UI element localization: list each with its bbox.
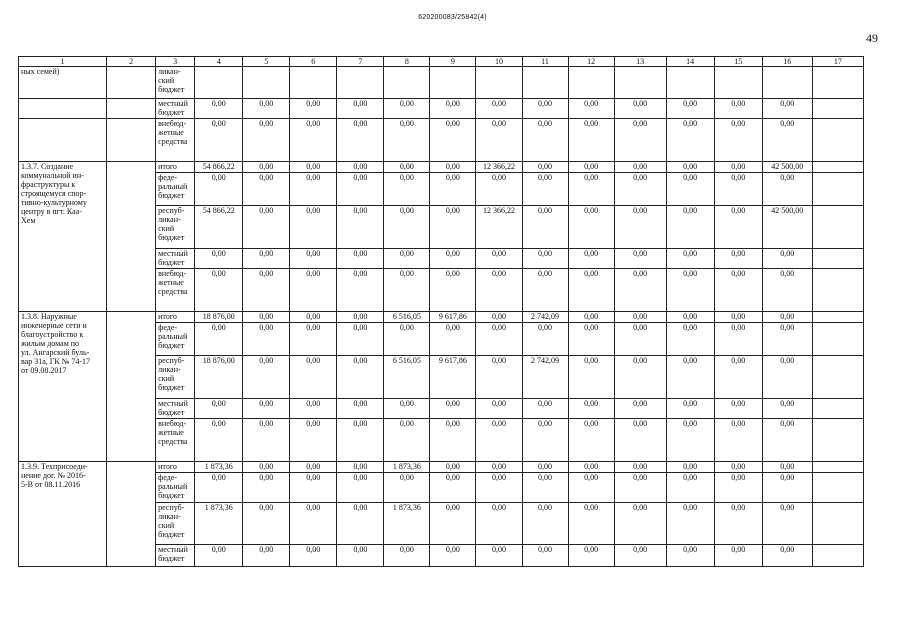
value-cell <box>430 67 476 99</box>
column-17-cell <box>812 269 863 312</box>
value-cell: 6 516,05 <box>384 312 430 323</box>
value-cell: 0,00 <box>430 173 476 206</box>
funding-source-cell: местный бюджет <box>156 545 195 567</box>
value-cell: 0,00 <box>568 162 614 173</box>
value-cell: 1 873,36 <box>195 462 243 473</box>
column-17-cell <box>812 312 863 323</box>
value-cell: 0,00 <box>614 473 666 503</box>
value-cell: 0,00 <box>337 323 384 356</box>
item-name-cell: 1.3.8. Наружные инженерные сети и благоустройство к жилым домам по ул. Ангарский буль- вар 31а, ГК № 74-17 от 09.08.2017 <box>19 312 107 462</box>
column-header: 2 <box>107 57 156 67</box>
value-cell: 0,00 <box>614 323 666 356</box>
value-cell: 0,00 <box>430 162 476 173</box>
column-header: 8 <box>384 57 430 67</box>
table-row <box>19 67 864 99</box>
value-cell: 0,00 <box>195 419 243 462</box>
value-cell: 0,00 <box>243 503 290 545</box>
value-cell: 0,00 <box>384 249 430 269</box>
value-cell: 0,00 <box>522 249 568 269</box>
value-cell: 0,00 <box>666 545 714 567</box>
value-cell: 0,00 <box>337 312 384 323</box>
value-cell: 0,00 <box>714 99 762 119</box>
value-cell: 0,00 <box>568 545 614 567</box>
value-cell: 0,00 <box>522 162 568 173</box>
value-cell: 0,00 <box>430 249 476 269</box>
value-cell: 0,00 <box>290 419 337 462</box>
value-cell: 42 500,00 <box>762 206 812 249</box>
funding-source-cell: респуб- ликан- ский бюджет <box>156 356 195 399</box>
value-cell: 0,00 <box>195 473 243 503</box>
value-cell: 6 516,05 <box>384 356 430 399</box>
value-cell: 2 742,09 <box>522 312 568 323</box>
value-cell: 0,00 <box>614 356 666 399</box>
value-cell: 0,00 <box>614 503 666 545</box>
value-cell: 0,00 <box>384 162 430 173</box>
value-cell: 0,00 <box>243 419 290 462</box>
value-cell: 0,00 <box>714 399 762 419</box>
value-cell: 0,00 <box>476 462 522 473</box>
value-cell: 0,00 <box>290 173 337 206</box>
value-cell: 0,00 <box>243 269 290 312</box>
value-cell: 0,00 <box>337 503 384 545</box>
column-17-cell <box>812 206 863 249</box>
funding-source-cell: местный бюджет <box>156 99 195 119</box>
value-cell: 0,00 <box>290 249 337 269</box>
value-cell: 0,00 <box>714 312 762 323</box>
value-cell <box>337 67 384 99</box>
value-cell <box>614 67 666 99</box>
value-cell: 0,00 <box>614 545 666 567</box>
value-cell: 0,00 <box>666 462 714 473</box>
column-header: 1 <box>19 57 107 67</box>
column-17-cell <box>812 462 863 473</box>
value-cell: 0,00 <box>568 462 614 473</box>
value-cell: 0,00 <box>762 99 812 119</box>
column-17-cell <box>812 545 863 567</box>
value-cell: 0,00 <box>568 473 614 503</box>
column-header: 3 <box>156 57 195 67</box>
value-cell: 0,00 <box>337 173 384 206</box>
budget-table <box>18 56 864 567</box>
value-cell <box>762 67 812 99</box>
value-cell: 54 866,22 <box>195 162 243 173</box>
funding-source-cell: местный бюджет <box>156 399 195 419</box>
value-cell: 0,00 <box>714 173 762 206</box>
value-cell: 0,00 <box>384 173 430 206</box>
value-cell: 0,00 <box>290 356 337 399</box>
column-2-cell <box>107 119 156 162</box>
value-cell: 0,00 <box>337 545 384 567</box>
value-cell: 0,00 <box>430 269 476 312</box>
item-name-cell: ных семей) <box>19 67 107 99</box>
value-cell: 42 500,00 <box>762 162 812 173</box>
funding-source-cell: итого <box>156 312 195 323</box>
column-17-cell <box>812 419 863 462</box>
column-header: 16 <box>762 57 812 67</box>
value-cell: 0,00 <box>195 545 243 567</box>
value-cell: 0,00 <box>568 173 614 206</box>
value-cell <box>476 67 522 99</box>
value-cell: 0,00 <box>568 206 614 249</box>
column-17-cell <box>812 99 863 119</box>
value-cell: 0,00 <box>195 173 243 206</box>
value-cell: 0,00 <box>290 323 337 356</box>
value-cell: 0,00 <box>522 462 568 473</box>
value-cell: 0,00 <box>762 473 812 503</box>
column-17-cell <box>812 503 863 545</box>
column-2-cell <box>107 67 156 99</box>
value-cell: 0,00 <box>568 323 614 356</box>
value-cell: 0,00 <box>430 503 476 545</box>
value-cell: 0,00 <box>666 173 714 206</box>
funding-source-cell: респуб- ликан- ский бюджет <box>156 503 195 545</box>
column-17-cell <box>812 399 863 419</box>
value-cell: 2 742,09 <box>522 356 568 399</box>
value-cell: 0,00 <box>522 173 568 206</box>
value-cell: 0,00 <box>714 162 762 173</box>
funding-source-cell: внебюд- жетные средства <box>156 269 195 312</box>
value-cell: 0,00 <box>243 206 290 249</box>
value-cell: 18 876,00 <box>195 356 243 399</box>
value-cell: 0,00 <box>762 249 812 269</box>
value-cell: 0,00 <box>430 99 476 119</box>
value-cell: 0,00 <box>384 399 430 419</box>
value-cell: 0,00 <box>243 162 290 173</box>
document-number: 620200083/25842(4) <box>418 14 487 21</box>
value-cell: 0,00 <box>568 503 614 545</box>
column-header: 17 <box>812 57 863 67</box>
value-cell: 0,00 <box>522 119 568 162</box>
value-cell: 0,00 <box>522 323 568 356</box>
value-cell: 0,00 <box>384 119 430 162</box>
funding-source-cell: феде- ральный бюджет <box>156 173 195 206</box>
value-cell <box>714 67 762 99</box>
value-cell: 0,00 <box>337 419 384 462</box>
value-cell: 0,00 <box>243 249 290 269</box>
value-cell: 0,00 <box>243 473 290 503</box>
funding-source-cell: итого <box>156 462 195 473</box>
funding-source-cell: респуб- ликан- ский бюджет <box>156 206 195 249</box>
value-cell: 0,00 <box>290 162 337 173</box>
value-cell: 0,00 <box>195 323 243 356</box>
value-cell: 0,00 <box>714 249 762 269</box>
column-2-cell <box>107 162 156 312</box>
value-cell: 0,00 <box>762 545 812 567</box>
value-cell: 18 876,00 <box>195 312 243 323</box>
funding-source-cell: феде- ральный бюджет <box>156 323 195 356</box>
value-cell: 0,00 <box>430 419 476 462</box>
value-cell: 0,00 <box>666 119 714 162</box>
value-cell: 0,00 <box>476 249 522 269</box>
value-cell: 0,00 <box>384 99 430 119</box>
value-cell: 0,00 <box>568 269 614 312</box>
value-cell: 0,00 <box>476 312 522 323</box>
value-cell: 0,00 <box>762 399 812 419</box>
value-cell: 0,00 <box>666 356 714 399</box>
value-cell: 54 866,22 <box>195 206 243 249</box>
column-17-cell <box>812 249 863 269</box>
value-cell: 0,00 <box>666 206 714 249</box>
column-2-cell <box>107 462 156 567</box>
value-cell: 0,00 <box>243 173 290 206</box>
value-cell: 0,00 <box>762 419 812 462</box>
value-cell: 0,00 <box>714 119 762 162</box>
value-cell: 0,00 <box>476 173 522 206</box>
value-cell: 0,00 <box>195 119 243 162</box>
funding-source-cell: феде- ральный бюджет <box>156 473 195 503</box>
value-cell: 0,00 <box>476 323 522 356</box>
column-17-cell <box>812 67 863 99</box>
value-cell: 0,00 <box>666 399 714 419</box>
funding-source-cell: итого <box>156 162 195 173</box>
funding-source-cell: внебюд- жетные средства <box>156 419 195 462</box>
value-cell: 0,00 <box>614 312 666 323</box>
value-cell: 0,00 <box>290 119 337 162</box>
value-cell: 0,00 <box>430 323 476 356</box>
value-cell: 0,00 <box>714 503 762 545</box>
column-2-cell <box>107 99 156 119</box>
value-cell: 0,00 <box>476 473 522 503</box>
value-cell: 0,00 <box>337 249 384 269</box>
table-row <box>19 99 864 119</box>
column-17-cell <box>812 323 863 356</box>
value-cell <box>243 67 290 99</box>
value-cell: 0,00 <box>666 162 714 173</box>
value-cell: 0,00 <box>568 249 614 269</box>
value-cell: 0,00 <box>762 462 812 473</box>
value-cell: 0,00 <box>430 119 476 162</box>
column-17-cell <box>812 119 863 162</box>
value-cell: 0,00 <box>243 312 290 323</box>
value-cell: 0,00 <box>430 206 476 249</box>
value-cell: 0,00 <box>568 119 614 162</box>
value-cell: 0,00 <box>337 473 384 503</box>
funding-source-cell: внебюд- жетные средства <box>156 119 195 162</box>
column-17-cell <box>812 473 863 503</box>
value-cell: 0,00 <box>476 119 522 162</box>
value-cell: 0,00 <box>384 545 430 567</box>
value-cell: 0,00 <box>714 419 762 462</box>
item-name-cell <box>19 99 107 119</box>
value-cell: 0,00 <box>762 119 812 162</box>
value-cell: 0,00 <box>337 462 384 473</box>
value-cell: 0,00 <box>614 173 666 206</box>
value-cell: 0,00 <box>290 99 337 119</box>
value-cell: 0,00 <box>762 312 812 323</box>
column-header: 9 <box>430 57 476 67</box>
value-cell: 0,00 <box>337 206 384 249</box>
value-cell: 0,00 <box>384 269 430 312</box>
funding-source-cell: ликан- ский бюджет <box>156 67 195 99</box>
value-cell: 0,00 <box>337 119 384 162</box>
value-cell <box>384 67 430 99</box>
value-cell: 0,00 <box>762 173 812 206</box>
value-cell <box>568 67 614 99</box>
value-cell: 0,00 <box>666 99 714 119</box>
value-cell: 0,00 <box>195 249 243 269</box>
value-cell: 0,00 <box>666 473 714 503</box>
value-cell: 0,00 <box>714 473 762 503</box>
item-name-cell: 1.3.9. Техприсоеди- нение дог. № 2016- 5-В от 08.11.2016 <box>19 462 107 567</box>
value-cell: 0,00 <box>243 99 290 119</box>
column-header: 12 <box>568 57 614 67</box>
value-cell: 0,00 <box>614 249 666 269</box>
page-number: 49 <box>866 31 878 45</box>
value-cell: 0,00 <box>614 269 666 312</box>
value-cell: 0,00 <box>614 206 666 249</box>
value-cell: 0,00 <box>666 249 714 269</box>
value-cell: 0,00 <box>522 99 568 119</box>
value-cell: 0,00 <box>666 419 714 462</box>
value-cell <box>522 67 568 99</box>
value-cell: 1 873,36 <box>384 462 430 473</box>
value-cell: 0,00 <box>666 312 714 323</box>
value-cell: 0,00 <box>714 323 762 356</box>
value-cell: 0,00 <box>290 545 337 567</box>
value-cell <box>290 67 337 99</box>
value-cell: 0,00 <box>290 399 337 419</box>
value-cell: 0,00 <box>430 545 476 567</box>
column-17-cell <box>812 356 863 399</box>
value-cell: 0,00 <box>290 462 337 473</box>
value-cell: 12 366,22 <box>476 206 522 249</box>
value-cell: 0,00 <box>290 503 337 545</box>
value-cell: 0,00 <box>522 503 568 545</box>
funding-source-cell: местный бюджет <box>156 249 195 269</box>
value-cell: 0,00 <box>243 462 290 473</box>
value-cell: 0,00 <box>430 399 476 419</box>
value-cell: 0,00 <box>337 99 384 119</box>
value-cell: 0,00 <box>714 269 762 312</box>
value-cell: 0,00 <box>522 206 568 249</box>
value-cell: 0,00 <box>476 419 522 462</box>
value-cell: 1 873,36 <box>195 503 243 545</box>
value-cell: 0,00 <box>614 99 666 119</box>
value-cell: 0,00 <box>195 99 243 119</box>
column-17-cell <box>812 162 863 173</box>
value-cell: 0,00 <box>243 545 290 567</box>
value-cell: 0,00 <box>762 503 812 545</box>
value-cell: 0,00 <box>762 323 812 356</box>
column-2-cell <box>107 312 156 462</box>
value-cell: 0,00 <box>614 162 666 173</box>
column-header: 14 <box>666 57 714 67</box>
value-cell: 0,00 <box>290 312 337 323</box>
value-cell: 0,00 <box>522 399 568 419</box>
value-cell: 0,00 <box>568 399 614 419</box>
value-cell: 0,00 <box>430 462 476 473</box>
value-cell: 0,00 <box>476 545 522 567</box>
table-row <box>19 462 864 473</box>
value-cell: 0,00 <box>568 99 614 119</box>
value-cell: 0,00 <box>384 473 430 503</box>
table-body <box>19 57 864 567</box>
value-cell: 0,00 <box>476 269 522 312</box>
value-cell: 0,00 <box>476 503 522 545</box>
value-cell: 0,00 <box>476 399 522 419</box>
item-name-cell <box>19 119 107 162</box>
value-cell: 0,00 <box>243 399 290 419</box>
value-cell: 0,00 <box>568 312 614 323</box>
column-header: 7 <box>337 57 384 67</box>
value-cell: 0,00 <box>476 99 522 119</box>
value-cell: 0,00 <box>384 323 430 356</box>
column-header: 13 <box>614 57 666 67</box>
value-cell: 0,00 <box>337 399 384 419</box>
value-cell: 0,00 <box>522 269 568 312</box>
column-header: 5 <box>243 57 290 67</box>
value-cell: 0,00 <box>243 356 290 399</box>
value-cell: 1 873,36 <box>384 503 430 545</box>
table-row <box>19 162 864 173</box>
value-cell: 0,00 <box>762 356 812 399</box>
value-cell: 0,00 <box>522 545 568 567</box>
value-cell: 0,00 <box>290 269 337 312</box>
column-header: 6 <box>290 57 337 67</box>
value-cell: 0,00 <box>714 356 762 399</box>
value-cell: 0,00 <box>243 323 290 356</box>
value-cell: 0,00 <box>337 162 384 173</box>
value-cell: 0,00 <box>522 473 568 503</box>
value-cell: 0,00 <box>195 269 243 312</box>
value-cell: 0,00 <box>714 206 762 249</box>
column-header: 4 <box>195 57 243 67</box>
value-cell: 0,00 <box>195 399 243 419</box>
value-cell <box>666 67 714 99</box>
column-header: 10 <box>476 57 522 67</box>
value-cell: 0,00 <box>614 462 666 473</box>
value-cell: 9 617,86 <box>430 312 476 323</box>
value-cell: 0,00 <box>384 206 430 249</box>
value-cell: 0,00 <box>614 419 666 462</box>
value-cell: 0,00 <box>337 269 384 312</box>
value-cell <box>195 67 243 99</box>
value-cell: 0,00 <box>430 473 476 503</box>
value-cell: 9 617,86 <box>430 356 476 399</box>
value-cell: 0,00 <box>568 356 614 399</box>
table-row <box>19 119 864 162</box>
value-cell: 0,00 <box>290 206 337 249</box>
value-cell: 0,00 <box>666 269 714 312</box>
value-cell: 0,00 <box>762 269 812 312</box>
value-cell: 0,00 <box>243 119 290 162</box>
value-cell: 12 366,22 <box>476 162 522 173</box>
column-17-cell <box>812 173 863 206</box>
value-cell: 0,00 <box>666 323 714 356</box>
value-cell: 0,00 <box>614 119 666 162</box>
header-row <box>19 57 864 67</box>
value-cell: 0,00 <box>714 462 762 473</box>
item-name-cell: 1.3.7. Создание коммунальной ин- фраструктуры к строящемуся спор- тивно-культурному центру в пгт. Каа- Хем <box>19 162 107 312</box>
column-header: 11 <box>522 57 568 67</box>
value-cell: 0,00 <box>384 419 430 462</box>
value-cell: 0,00 <box>614 399 666 419</box>
value-cell: 0,00 <box>522 419 568 462</box>
column-header: 15 <box>714 57 762 67</box>
value-cell: 0,00 <box>568 419 614 462</box>
table-row <box>19 312 864 323</box>
value-cell: 0,00 <box>714 545 762 567</box>
value-cell: 0,00 <box>476 356 522 399</box>
value-cell: 0,00 <box>290 473 337 503</box>
value-cell: 0,00 <box>666 503 714 545</box>
value-cell: 0,00 <box>337 356 384 399</box>
